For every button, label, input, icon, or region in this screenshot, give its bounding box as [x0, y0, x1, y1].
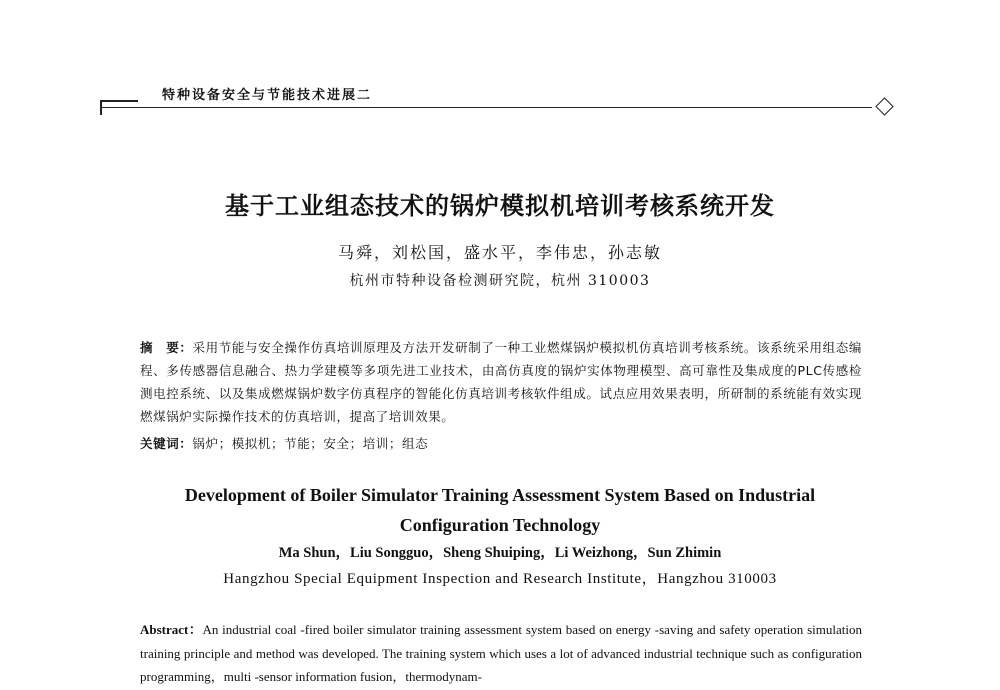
chinese-keywords: [140, 434, 862, 452]
diamond-icon: [875, 97, 893, 115]
chinese-title: 基于工业组态技术的锅炉模拟机培训考核系统开发: [225, 192, 775, 220]
chinese-keywords-label: 关键词：: [140, 436, 193, 451]
header-rule-hook-end: [100, 107, 102, 115]
chinese-abstract-text: 采用节能与安全操作仿真培训原理及方法开发研制了一种工业燃煤锅炉模拟机仿真培训考核系统。该系统采用组态编程、多传感器信息融合、热力学建模等多项先进工业技术，由高仿真度的锅炉实体物理模型、高可靠性及集成度的PLC传感检测电控系统、以及集成燃煤锅炉数字仿真程序的智能化仿真培训考核软件组成。试点应用效果表明，所研制的系统能有效实现燃煤锅炉实际操作技术的仿真培训，提高了培训效果。: [140, 340, 862, 424]
english-authors: Ma Shun，Liu Songguo，Sheng Shuiping，Li Weizhong，Sun Zhimin: [278, 545, 722, 561]
english-title: Development of Boiler Simulator Training Assessment System Based on Industrial Configuration Technology: [184, 485, 816, 535]
english-abstract-label: Abstract：: [140, 622, 203, 637]
english-affiliation: Hangzhou Special Equipment Inspection and Research Institute，Hangzhou 310003: [223, 571, 777, 587]
chinese-abstract-label: 摘 要：: [140, 340, 193, 355]
running-header: 特种设备安全与节能技术进展二: [162, 88, 373, 103]
english-abstract: [140, 618, 862, 689]
chinese-keywords-text: 锅炉；模拟机；节能；安全；培训；组态: [192, 436, 429, 451]
header-rule: [102, 107, 872, 108]
chinese-affiliation: 杭州市特种设备检测研究院，杭州 310003: [349, 273, 651, 289]
chinese-abstract: [140, 336, 862, 428]
english-abstract-text: An industrial coal -fired boiler simulator training assessment system based on energy -saving and safety operation simulation training principle and method was developed. The training system which uses a lot of advanced industrial technique such as configuration programming，multi -sensor information fusion，thermodynam-: [140, 622, 862, 684]
chinese-authors: 马舜，刘松国，盛水平，李伟忠，孙志敏: [337, 243, 662, 262]
